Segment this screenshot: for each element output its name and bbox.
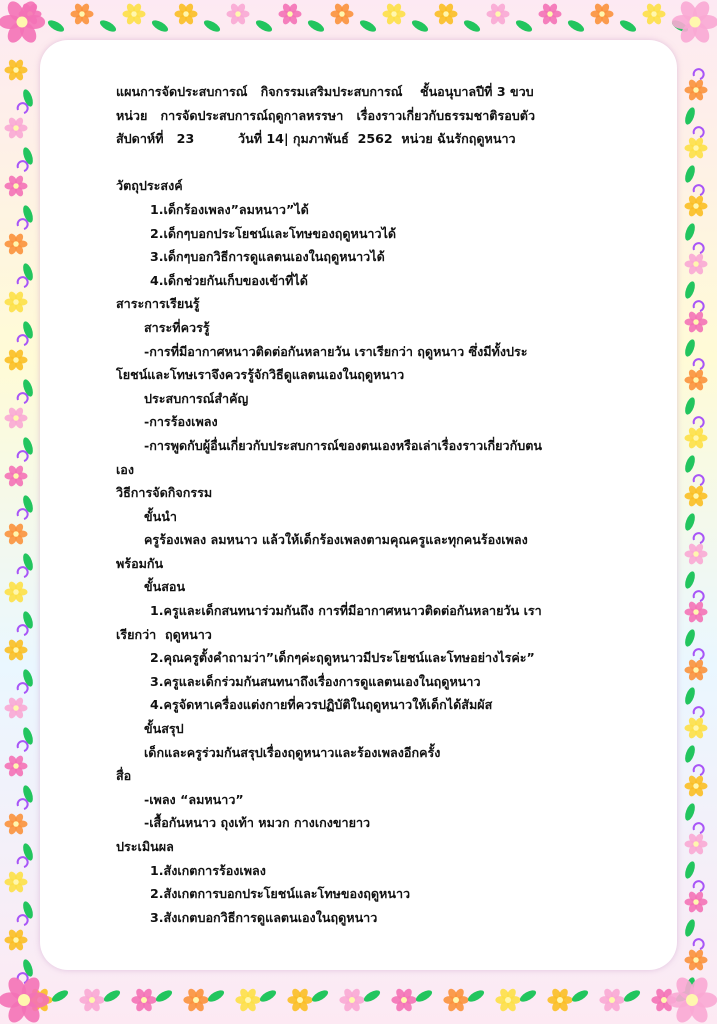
leaf-icon (202, 18, 222, 34)
leaf-icon (683, 106, 697, 126)
flower-icon (684, 368, 707, 392)
flower-icon (4, 406, 27, 430)
flower-icon (684, 252, 707, 276)
flower-icon (4, 580, 27, 604)
objective-item: 4.เด็กช่วยกันเก็บของเข้าที่ได้ (150, 272, 308, 288)
leaf-icon (683, 860, 697, 880)
flower-icon (330, 2, 353, 26)
swirl-icon (18, 451, 28, 461)
swirl-icon (694, 823, 704, 833)
flower-icon (287, 987, 312, 1013)
leaf-icon (683, 686, 697, 706)
flower-icon (642, 2, 665, 26)
flower-icon (4, 290, 27, 314)
leaf-icon (306, 18, 326, 34)
swirl-icon (18, 219, 28, 229)
flower-icon (684, 658, 707, 682)
objectives-heading: วัตถุประสงค์ (116, 178, 183, 194)
flower-icon (278, 2, 301, 26)
flower-icon (443, 987, 468, 1013)
step-item: 3.ครูและเด็กร่วมกันสนทนาถึงเรื่องการดูแลตนเองในฤดูหนาว (150, 673, 481, 689)
flower-icon (4, 464, 27, 488)
leaf-icon (98, 18, 118, 34)
flower-icon (684, 890, 707, 914)
swirl-icon (694, 475, 704, 485)
step-item: 1.ครูและเด็กสนทนาร่วมกันถึง การที่มีอากาศหนาวติดต่อกันหลายวัน เรา (150, 603, 542, 619)
swirl-icon (18, 915, 28, 925)
learning-subheading-knowledge: สาระที่ควรรู้ (144, 319, 210, 335)
swirl-icon (18, 103, 28, 113)
flower-icon (382, 2, 405, 26)
swirl-icon (694, 765, 704, 775)
flower-icon (4, 696, 27, 720)
leaf-icon (154, 988, 174, 1004)
objective-item: 2.เด็กๆบอกประโยชน์และโทษของฤดูหนาวได้ (150, 225, 397, 241)
flower-icon (391, 987, 416, 1013)
learning-heading: สาระการเรียนรู้ (116, 296, 200, 312)
swirl-icon (694, 301, 704, 311)
objective-item: 1.เด็กร้องเพลง”ลมหนาว”ได้ (150, 201, 309, 217)
leaf-icon (254, 18, 274, 34)
flower-icon (684, 426, 707, 450)
flower-icon (4, 638, 27, 662)
leaf-icon (21, 88, 35, 108)
leaf-icon (362, 988, 382, 1004)
leaf-icon (46, 18, 66, 34)
evaluation-item: 1.สังเกตการร้องเพลง (150, 862, 266, 878)
leaf-icon (21, 552, 35, 572)
flower-icon (131, 987, 156, 1013)
flower-icon (684, 484, 707, 508)
flower-icon (486, 2, 509, 26)
flower-icon (4, 58, 27, 82)
leaf-icon (310, 988, 330, 1004)
flower-icon (4, 116, 27, 140)
leaf-icon (622, 988, 642, 1004)
flower-icon (684, 832, 707, 856)
leaf-icon (570, 988, 590, 1004)
flower-icon (434, 2, 457, 26)
leaf-icon (683, 164, 697, 184)
step-item: 4.ครูจัดหาเครื่องแต่งกายที่ควรปฏิบัติในฤดูหนาวให้เด็กได้สัมผัส (150, 697, 493, 713)
flower-icon (235, 987, 260, 1013)
step-item-cont: เรียกว่า ฤดูหนาว (116, 626, 212, 642)
lesson-plan (116, 80, 636, 929)
swirl-icon (694, 185, 704, 195)
experience-item: -การร้องเพลง (144, 414, 218, 430)
leaf-icon (683, 570, 697, 590)
flower-icon (684, 310, 707, 334)
swirl-icon (694, 359, 704, 369)
evaluation-item: 2.สังเกตการบอกประโยชน์และโทษของฤดูหนาว (150, 886, 411, 902)
flower-icon (538, 2, 561, 26)
leaf-icon (21, 726, 35, 746)
flower-icon (684, 542, 707, 566)
leaf-icon (21, 900, 35, 920)
leaf-icon (21, 378, 35, 398)
flower-icon (226, 2, 249, 26)
flower-icon (122, 2, 145, 26)
leaf-icon (358, 18, 378, 34)
flower-icon (0, 0, 45, 46)
intro-heading: ขั้นนำ (144, 508, 177, 524)
leaf-icon (21, 320, 35, 340)
flower-icon (495, 987, 520, 1013)
swirl-icon (18, 393, 28, 403)
header-line-3: สัปดาห์ที่ 23 วันที่ 14| กุมภาพันธ์ 2562 หน่วย ฉันรักฤดูหนาว (116, 131, 516, 147)
step-item: 2.คุณครูตั้งคำถามว่า”เด็กๆค่ะฤดูหนาวมีประโยชน์และโทษอย่างไรค่ะ” (150, 650, 535, 666)
objective-item: 3.เด็กๆบอกวิธีการดูแลตนเองในฤดูหนาวได้ (150, 249, 385, 265)
leaf-icon (414, 988, 434, 1004)
leaf-icon (21, 610, 35, 630)
flower-icon (684, 600, 707, 624)
swirl-icon (18, 683, 28, 693)
flower-icon (174, 2, 197, 26)
flower-icon (4, 232, 27, 256)
leaf-icon (50, 988, 70, 1004)
leaf-icon (258, 988, 278, 1004)
media-heading: สื่อ (116, 768, 132, 784)
flower-icon (599, 987, 624, 1013)
learning-subheading-experience: ประสบการณ์สำคัญ (144, 390, 249, 406)
swirl-icon (694, 591, 704, 601)
leaf-icon (566, 18, 586, 34)
header-line-2: หน่วย การจัดประสบการณ์ฤดูกาลหรรษา เรื่องราวเกี่ยวกับธรรมชาติรอบตัว (116, 107, 536, 123)
leaf-icon (683, 454, 697, 474)
leaf-icon (466, 988, 486, 1004)
leaf-icon (683, 338, 697, 358)
flower-icon (684, 136, 707, 160)
swirl-icon (18, 625, 28, 635)
swirl-icon (18, 509, 28, 519)
swirl-icon (18, 741, 28, 751)
flower-icon (672, 0, 717, 46)
learning-knowledge-text-cont: โยชน์และโทษเราจึงควรรู้จักวิธีดูแลตนเองในฤดูหนาว (116, 367, 405, 383)
flower-icon (684, 194, 707, 218)
swirl-icon (18, 799, 28, 809)
leaf-icon (683, 918, 697, 938)
media-item: -เสื้อกันหนาว ถุงเท้า หมวก กางเกงขายาว (144, 815, 371, 831)
leaf-icon (683, 280, 697, 300)
leaf-icon (206, 988, 226, 1004)
flower-icon (339, 987, 364, 1013)
flower-icon (79, 987, 104, 1013)
evaluation-heading: ประเมินผล (116, 839, 174, 854)
swirl-icon (694, 69, 704, 79)
steps-heading: ขั้นสอน (144, 579, 186, 595)
swirl-icon (694, 649, 704, 659)
summary-text: เด็กและครูร่วมกันสรุปเรื่องฤดูหนาวและร้องเพลงอีกครั้ง (144, 744, 441, 760)
swirl-icon (694, 939, 704, 949)
intro-text: ครูร้องเพลง ลมหนาว แล้วให้เด็กร้องเพลงตามคุณครูและทุกคนร้องเพลง (144, 532, 528, 548)
flower-icon (4, 928, 27, 952)
leaf-icon (21, 842, 35, 862)
swirl-icon (694, 127, 704, 137)
leaf-icon (683, 222, 697, 242)
swirl-icon (18, 567, 28, 577)
swirl-icon (18, 857, 28, 867)
flower-icon (590, 2, 613, 26)
swirl-icon (18, 335, 28, 345)
swirl-icon (694, 881, 704, 891)
flower-icon (4, 870, 27, 894)
flower-icon (70, 2, 93, 26)
leaf-icon (683, 628, 697, 648)
evaluation-item: 3.สังเกตบอกวิธีการดูแลตนเองในฤดูหนาว (150, 909, 378, 925)
experience-item: -การพูดกับผู้อื่นเกี่ยวกับประสบการณ์ของตนเองหรือเล่าเรื่องราวเกี่ยวกับตน (144, 437, 543, 453)
flower-icon (4, 754, 27, 778)
flower-icon (684, 774, 707, 798)
experience-item-cont: เอง (116, 461, 135, 477)
leaf-icon (21, 436, 35, 456)
swirl-icon (694, 533, 704, 543)
leaf-icon (514, 18, 534, 34)
leaf-icon (21, 262, 35, 282)
leaf-icon (21, 784, 35, 804)
flower-icon (183, 987, 208, 1013)
flower-icon (4, 812, 27, 836)
flower-icon (547, 987, 572, 1013)
learning-knowledge-text: -การที่มีอากาศหนาวติดต่อกันหลายวัน เราเรียกว่า ฤดูหนาว ซึ่งมีทั้งประ (144, 343, 528, 359)
summary-heading: ขั้นสรุป (144, 721, 184, 737)
flower-icon (684, 716, 707, 740)
intro-text-cont: พร้อมกัน (116, 555, 164, 571)
leaf-icon (683, 396, 697, 416)
leaf-icon (21, 958, 35, 978)
leaf-icon (618, 18, 638, 34)
leaf-icon (410, 18, 430, 34)
swirl-icon (18, 277, 28, 287)
flower-icon (4, 174, 27, 198)
leaf-icon (21, 204, 35, 224)
flower-icon (4, 522, 27, 546)
header-line-1: แผนการจัดประสบการณ์ กิจกรรมเสริมประสบการณ์ ชั้นอนุบาลปีที่ 3 ขวบ (116, 84, 534, 99)
leaf-icon (683, 512, 697, 532)
method-heading: วิธีการจัดกิจกรรม (116, 485, 213, 501)
swirl-icon (694, 417, 704, 427)
swirl-icon (18, 161, 28, 171)
media-item: -เพลง “ลมหนาว” (144, 791, 244, 807)
swirl-icon (694, 243, 704, 253)
leaf-icon (150, 18, 170, 34)
leaf-icon (21, 494, 35, 514)
swirl-icon (694, 707, 704, 717)
flower-icon (4, 348, 27, 372)
flower-icon (684, 78, 707, 102)
leaf-icon (683, 802, 697, 822)
flower-icon (684, 948, 707, 972)
leaf-icon (102, 988, 122, 1004)
leaf-icon (683, 744, 697, 764)
leaf-icon (21, 146, 35, 166)
leaf-icon (21, 668, 35, 688)
leaf-icon (518, 988, 538, 1004)
leaf-icon (462, 18, 482, 34)
